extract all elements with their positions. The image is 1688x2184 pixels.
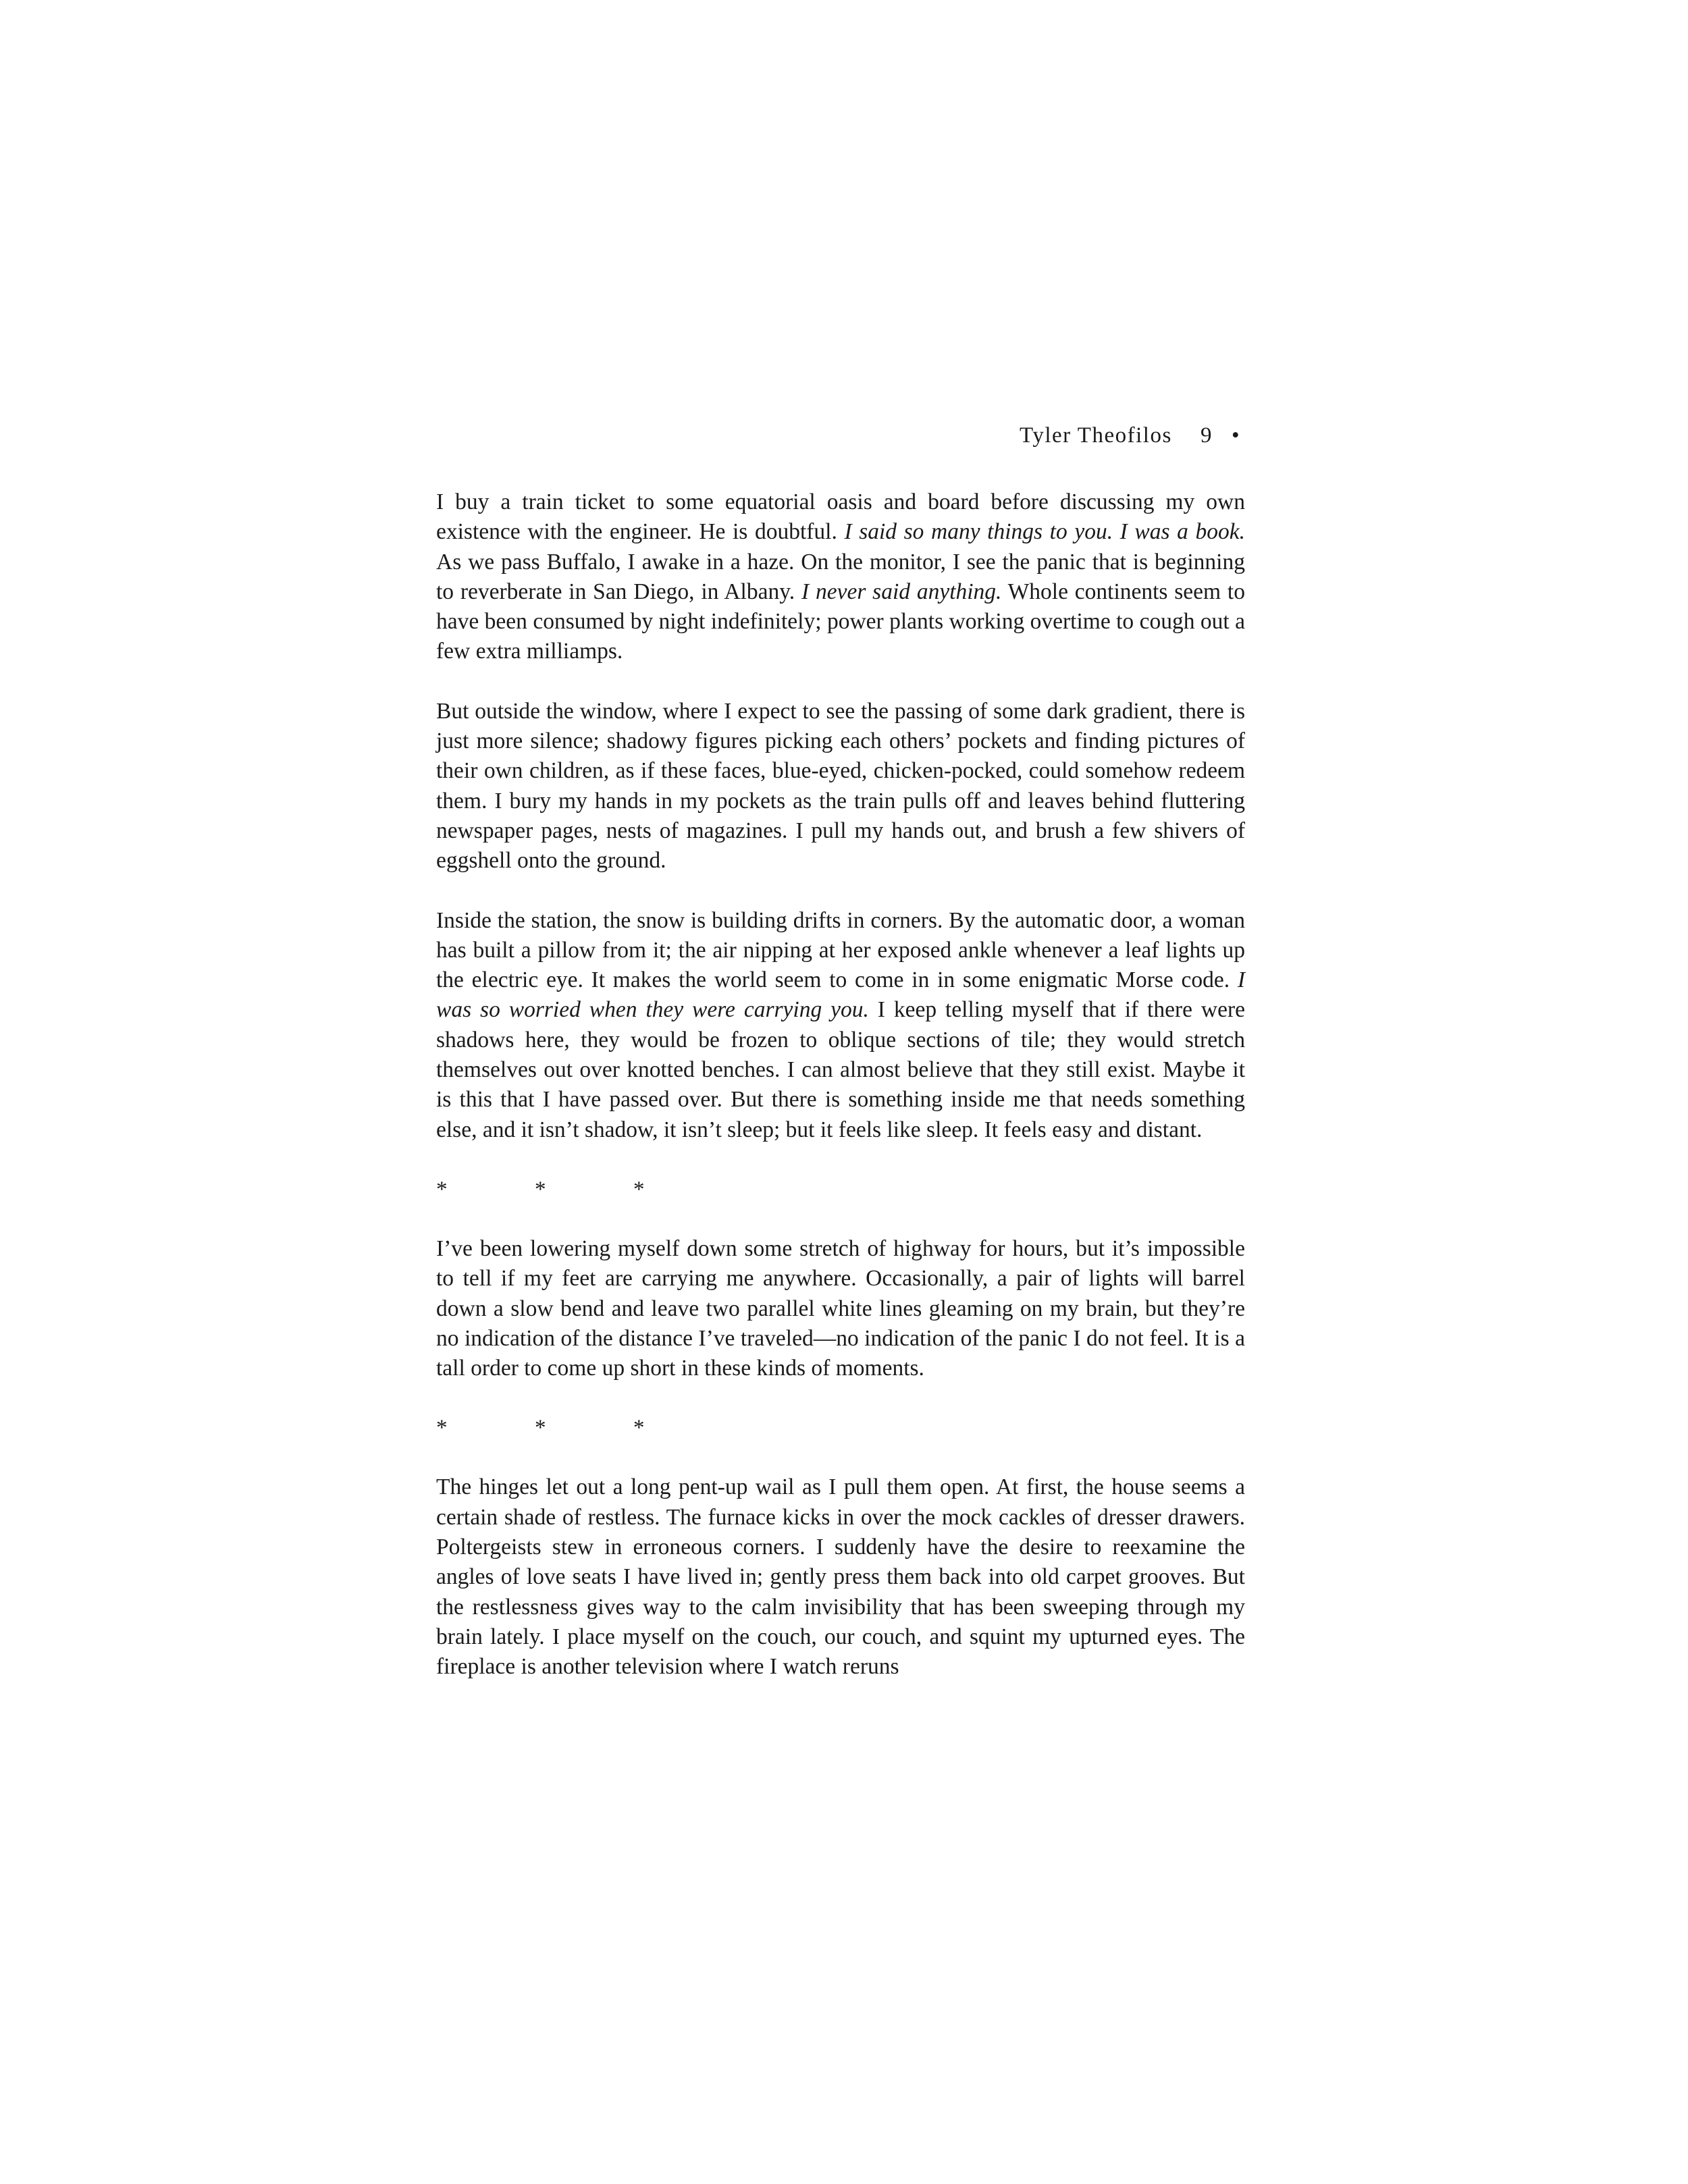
paragraph (436, 1472, 1245, 1682)
paragraph (436, 906, 1245, 1145)
paragraph (436, 697, 1245, 876)
italic-text: I said so many things to you. I was a book. (844, 519, 1245, 545)
asterisk: * (633, 1177, 645, 1202)
asterisk: * (535, 1416, 546, 1441)
asterisk: * (436, 1177, 448, 1202)
paragraph (436, 487, 1245, 667)
asterisk: * (436, 1416, 448, 1441)
text-run: Inside the station, the snow is building drifts in corners. By the automatic door, a woman has built a pillow from it; the air nipping at her exposed ankle whenever a leaf lights up the electric eye. It makes the world seem to come in in some enigmatic Morse code. (436, 907, 1245, 993)
asterisk: * (535, 1177, 546, 1202)
scene-break (436, 1175, 1245, 1204)
text-run: As we pass Buffalo, I awake in a haze. On the monitor, I see the panic that is beginning to reverberate in San Diego, in Albany. (436, 549, 1245, 604)
running-header (1020, 420, 1249, 451)
author-name: Tyler Theofilos (1020, 423, 1172, 448)
italic-text: I never said anything. (801, 579, 1002, 604)
scene-break (436, 1413, 1245, 1443)
bullet-icon: • (1232, 423, 1241, 448)
text-run: I buy a train ticket to some equatorial oasis and board before discussing my own existence with the engineer. He is doubtful. (436, 489, 1245, 545)
text-run: I keep telling myself that if there were shadows here, they would be frozen to oblique sections of tile; they would stretch themselves out over knotted benches. I can almost believe that they still exist. Maybe it is this that I have passed over. But there is something inside me that needs something else, and it isn’t shadow, it isn’t sleep; but it feels like sleep. It feels easy and distant. (436, 997, 1246, 1142)
text-run: I’ve been lowering myself down some stretch of highway for hours, but it’s impossible to tell if my feet are carrying me anywhere. Occasionally, a pair of lights will barrel down a slow bend and leave two parallel white lines gleaming on my brain, but they’re no indication of the distance I’ve traveled—no indication of the panic I do not feel. It is a tall order to come up short in these kinds of moments. (436, 1235, 1245, 1381)
text-run: But outside the window, where I expect to see the passing of some dark gradient, there is just more silence; shadowy figures picking each others’ pockets and finding pictures of their own children, as if these faces, blue-eyed, chicken-pocked, could somehow redeem them. I bury my hands in my pockets as the train pulls off and leaves behind fluttering newspaper pages, nests of magazines. I pull my hands out, and brush a few shivers of eggshell onto the ground. (436, 698, 1245, 874)
page-number: 9 (1201, 423, 1213, 448)
body-text (436, 487, 1245, 1682)
text-run: Whole continents seem to have been consumed by night indefinitely; power plants working overtime to cough out a few extra milliamps. (436, 579, 1245, 664)
text-run: The hinges let out a long pent-up wail as I pull them open. At first, the house seems a certain shade of restless. The furnace kicks in over the mock cackles of dresser drawers. Poltergeists stew in erroneous corners. I suddenly have the desire to reexamine the angles of love seats I have lived in; gently press them back into old carpet grooves. But the restlessness gives way to the calm invisibility that has been sweeping through my brain lately. I place myself on the couch, our couch, and squint my upturned eyes. The fireplace is another television where I watch reruns (436, 1474, 1245, 1680)
paragraph (436, 1234, 1245, 1383)
asterisk: * (633, 1416, 645, 1441)
italic-text: I was so worried when they were carrying you. (436, 967, 1245, 1023)
